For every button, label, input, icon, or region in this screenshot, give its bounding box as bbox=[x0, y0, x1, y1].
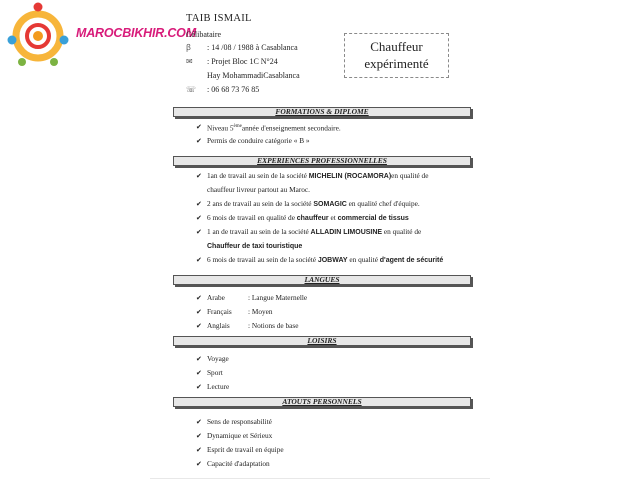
check-icon: ✔ bbox=[196, 355, 202, 363]
language-level: : Moyen bbox=[248, 307, 273, 316]
experience-highlight: Chauffeur de taxi touristique bbox=[207, 243, 303, 250]
experience-text: chauffeur livreur partout au Maroc. bbox=[207, 185, 310, 194]
address-line-1: : Projet Bloc 1C N°24 bbox=[207, 57, 278, 66]
formation-item-2: Permis de conduire catégorie « B » bbox=[207, 136, 310, 145]
section-title: EXPERIENCES PROFESSIONNELLES bbox=[257, 156, 387, 165]
check-icon: ✔ bbox=[196, 214, 202, 222]
check-icon: ✔ bbox=[196, 460, 202, 468]
experience-text: en qualité bbox=[347, 255, 380, 264]
experience-text: 1 an de travail au sein de la société bbox=[207, 227, 311, 236]
experience-text: 2 ans de travail au sein de la société bbox=[207, 199, 314, 208]
experience-item bbox=[207, 199, 420, 210]
job-title-line-2: expérimenté bbox=[364, 56, 429, 71]
logo-icon bbox=[0, 0, 80, 70]
job-title-line-1: Chauffeur bbox=[370, 39, 423, 54]
experience-text: en qualité chef d'équipe. bbox=[346, 199, 420, 208]
experience-text: 1an de travail au sein de la société bbox=[207, 171, 309, 180]
person-icon: ꞵ bbox=[186, 43, 192, 52]
experience-text: et bbox=[328, 213, 338, 222]
experience-highlight: JOBWAY bbox=[317, 257, 348, 264]
experience-item bbox=[207, 213, 409, 224]
birth-info: : 14 /08 / 1988 à Casablanca bbox=[207, 43, 298, 52]
experience-highlight: ALLADIN LIMOUSINE bbox=[310, 229, 383, 236]
section-title: ATOUTS PERSONNELS bbox=[282, 397, 362, 406]
hobby-item: Voyage bbox=[207, 354, 229, 363]
language-level: : Langue Maternelle bbox=[248, 293, 308, 302]
check-icon: ✔ bbox=[196, 228, 202, 236]
experience-highlight: d'agent de sécurité bbox=[379, 257, 444, 264]
section-title: LOISIRS bbox=[307, 336, 337, 345]
experience-text: en qualité de bbox=[391, 171, 429, 180]
address-line-2: Hay MohammadiCasablanca bbox=[207, 71, 300, 80]
check-icon: ✔ bbox=[196, 432, 202, 440]
experience-text: en qualité de bbox=[382, 227, 422, 236]
check-icon: ✔ bbox=[196, 172, 202, 180]
check-icon: ✔ bbox=[196, 322, 202, 330]
section-title: FORMATIONS & DIPLOME bbox=[275, 107, 369, 116]
section-title: LANGUES bbox=[304, 275, 340, 284]
strength-item: Dynamique et Sérieux bbox=[207, 431, 273, 440]
experience-text: 6 mois de travail en qualité de bbox=[207, 213, 297, 222]
check-icon: ✔ bbox=[196, 123, 202, 131]
formation-text: année d'enseignement secondaire. bbox=[241, 123, 341, 133]
envelope-icon: ✉ bbox=[186, 57, 193, 66]
section-header-experiences bbox=[173, 156, 471, 166]
section-header-atouts bbox=[173, 397, 471, 407]
formation-sup: ème bbox=[233, 124, 242, 129]
check-icon: ✔ bbox=[196, 383, 202, 391]
experience-text: 6 mois de travail au sein de la société bbox=[207, 255, 318, 264]
check-icon: ✔ bbox=[196, 200, 202, 208]
experience-highlight: chauffeur bbox=[296, 215, 329, 222]
hobby-item: Lecture bbox=[207, 382, 230, 391]
marital-status: Célibataire bbox=[186, 30, 222, 39]
section-header-formations bbox=[173, 107, 471, 117]
check-icon: ✔ bbox=[196, 256, 202, 264]
person-name: TAIB ISMAIL bbox=[186, 13, 252, 24]
experience-item bbox=[207, 241, 302, 252]
formation-item-1 bbox=[207, 122, 341, 133]
hobby-item: Sport bbox=[207, 368, 223, 377]
phone-icon: ☏ bbox=[186, 85, 197, 94]
section-header-langues bbox=[173, 275, 471, 285]
check-icon: ✔ bbox=[196, 418, 202, 426]
language-name: Français bbox=[207, 307, 232, 316]
language-name: Arabe bbox=[207, 293, 225, 302]
experience-item bbox=[207, 255, 443, 266]
job-title-box bbox=[344, 33, 449, 78]
strength-item: Esprit de travail en équipe bbox=[207, 445, 284, 454]
check-icon: ✔ bbox=[196, 369, 202, 377]
experience-item bbox=[207, 185, 310, 195]
language-name: Anglais bbox=[207, 321, 230, 330]
check-icon: ✔ bbox=[196, 137, 202, 145]
strength-item: Capacité d'adaptation bbox=[207, 459, 270, 468]
phone-number: : 06 68 73 76 85 bbox=[207, 85, 260, 94]
logo-text: MAROCBIKHIR.COM bbox=[76, 26, 196, 40]
section-header-loisirs bbox=[173, 336, 471, 346]
site-logo[interactable] bbox=[0, 0, 196, 70]
formation-text: Niveau 5 bbox=[207, 123, 234, 133]
experience-highlight: MICHELIN (ROCAMORA) bbox=[308, 173, 392, 180]
experience-highlight: SOMAGIC bbox=[313, 201, 347, 208]
check-icon: ✔ bbox=[196, 308, 202, 316]
check-icon: ✔ bbox=[196, 446, 202, 454]
divider bbox=[150, 478, 490, 479]
strength-item: Sens de responsabilité bbox=[207, 417, 272, 426]
experience-item bbox=[207, 227, 421, 238]
experience-highlight: commercial de tissus bbox=[337, 215, 409, 222]
check-icon: ✔ bbox=[196, 294, 202, 302]
language-level: : Notions de base bbox=[248, 321, 299, 330]
experience-item bbox=[207, 171, 428, 182]
